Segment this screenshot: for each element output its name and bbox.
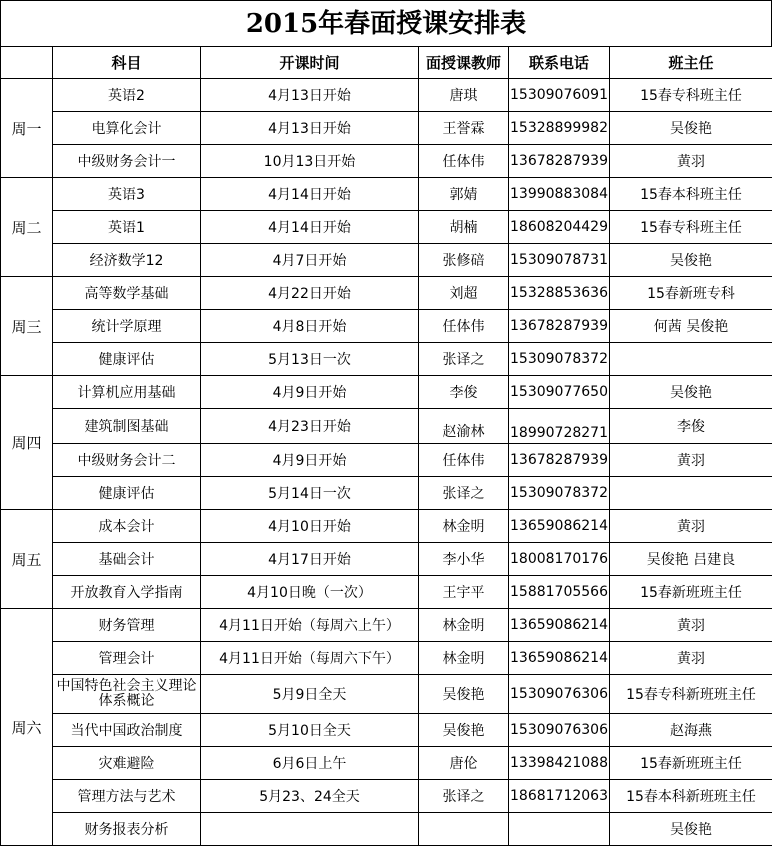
- start-cell: 10月13日开始: [201, 145, 419, 178]
- start-cell: 4月17日开始: [201, 543, 419, 576]
- teacher-cell: 李俊: [419, 376, 509, 409]
- phone-cell: 13659086214: [509, 609, 610, 642]
- start-cell: 5月14日一次: [201, 477, 419, 510]
- start-cell: 6月6日上午: [201, 747, 419, 780]
- day-cell: 周三: [1, 277, 53, 376]
- start-cell: 4月23日开始: [201, 409, 419, 444]
- head-teacher-cell: [610, 343, 772, 376]
- table-row: [1, 376, 772, 409]
- start-cell: 4月9日开始: [201, 376, 419, 409]
- teacher-cell: 张修碚: [419, 244, 509, 277]
- teacher-cell: 林金明: [419, 642, 509, 675]
- head-teacher-cell: 黄羽: [610, 145, 772, 178]
- head-teacher-cell: 15春新班专科: [610, 277, 772, 310]
- table-row: [1, 178, 772, 211]
- header-start-time: 开课时间: [201, 47, 419, 79]
- start-cell: 5月9日全天: [201, 675, 419, 714]
- phone-cell: 13659086214: [509, 642, 610, 675]
- phone-cell: 13659086214: [509, 510, 610, 543]
- teacher-cell: 胡楠: [419, 211, 509, 244]
- start-cell: 4月13日开始: [201, 79, 419, 112]
- schedule-table: [0, 46, 772, 846]
- phone-cell: 15309076306: [509, 714, 610, 747]
- start-cell: 4月7日开始: [201, 244, 419, 277]
- table-row: [1, 543, 772, 576]
- phone-cell: 18681712063: [509, 780, 610, 813]
- head-teacher-cell: 15春新班班主任: [610, 747, 772, 780]
- phone-cell: 15309076306: [509, 675, 610, 714]
- phone-cell: 18008170176: [509, 543, 610, 576]
- phone-cell: 15309077650: [509, 376, 610, 409]
- phone-cell: 15309076091: [509, 79, 610, 112]
- subject-cell: 管理方法与艺术: [53, 780, 201, 813]
- start-cell: 4月13日开始: [201, 112, 419, 145]
- subject-cell: 中国特色社会主义理论体系概论: [53, 675, 201, 714]
- table-row: [1, 409, 772, 444]
- subject-cell: 英语1: [53, 211, 201, 244]
- teacher-cell: 任体伟: [419, 444, 509, 477]
- phone-cell: 15881705566: [509, 576, 610, 609]
- teacher-cell: 赵渝林: [419, 409, 509, 444]
- phone-cell: 18990728271: [509, 409, 610, 444]
- subject-cell: 成本会计: [53, 510, 201, 543]
- start-cell: 4月22日开始: [201, 277, 419, 310]
- teacher-cell: 李小华: [419, 543, 509, 576]
- teacher-cell: 唐琪: [419, 79, 509, 112]
- head-teacher-cell: 吴俊艳: [610, 244, 772, 277]
- phone-cell: [509, 813, 610, 846]
- day-cell: 周五: [1, 510, 53, 609]
- teacher-cell: 任体伟: [419, 310, 509, 343]
- head-teacher-cell: 黄羽: [610, 609, 772, 642]
- table-row: [1, 310, 772, 343]
- page-title: 2015年春面授课安排表: [0, 0, 772, 46]
- teacher-cell: 王誉霖: [419, 112, 509, 145]
- day-cell: 周六: [1, 609, 53, 846]
- day-cell: 周四: [1, 376, 53, 510]
- table-row: [1, 112, 772, 145]
- head-teacher-cell: 15春专科班主任: [610, 211, 772, 244]
- teacher-cell: 刘超: [419, 277, 509, 310]
- table-row: [1, 211, 772, 244]
- subject-cell: 管理会计: [53, 642, 201, 675]
- phone-cell: 15309078372: [509, 343, 610, 376]
- subject-cell: 中级财务会计一: [53, 145, 201, 178]
- start-cell: 4月10日晚（一次）: [201, 576, 419, 609]
- phone-cell: 15328853636: [509, 277, 610, 310]
- teacher-cell: 郭婧: [419, 178, 509, 211]
- start-cell: 4月11日开始（每周六下午）: [201, 642, 419, 675]
- teacher-cell: [419, 813, 509, 846]
- subject-cell: 健康评估: [53, 343, 201, 376]
- phone-cell: 13678287939: [509, 145, 610, 178]
- start-cell: [201, 813, 419, 846]
- table-row: [1, 675, 772, 714]
- head-teacher-cell: 黄羽: [610, 444, 772, 477]
- subject-cell: 高等数学基础: [53, 277, 201, 310]
- table-row: [1, 343, 772, 376]
- table-row: [1, 813, 772, 846]
- teacher-cell: 王宇平: [419, 576, 509, 609]
- start-cell: 4月14日开始: [201, 211, 419, 244]
- subject-cell: 财务报表分析: [53, 813, 201, 846]
- teacher-cell: 张译之: [419, 477, 509, 510]
- phone-cell: 13678287939: [509, 310, 610, 343]
- table-row: [1, 576, 772, 609]
- teacher-cell: 任体伟: [419, 145, 509, 178]
- start-cell: 4月14日开始: [201, 178, 419, 211]
- phone-cell: 15309078731: [509, 244, 610, 277]
- head-teacher-cell: 黄羽: [610, 642, 772, 675]
- start-cell: 5月10日全天: [201, 714, 419, 747]
- head-teacher-cell: 吴俊艳: [610, 813, 772, 846]
- start-cell: 4月8日开始: [201, 310, 419, 343]
- head-teacher-cell: 吴俊艳: [610, 376, 772, 409]
- subject-cell: 健康评估: [53, 477, 201, 510]
- header-day: [1, 47, 53, 79]
- table-row: [1, 747, 772, 780]
- header-phone: 联系电话: [509, 47, 610, 79]
- header-subject: 科目: [53, 47, 201, 79]
- subject-cell: 统计学原理: [53, 310, 201, 343]
- phone-cell: 13398421088: [509, 747, 610, 780]
- head-teacher-cell: 黄羽: [610, 510, 772, 543]
- header-head-teacher: 班主任: [610, 47, 772, 79]
- table-row: [1, 145, 772, 178]
- subject-cell: 经济数学12: [53, 244, 201, 277]
- subject-cell: 英语3: [53, 178, 201, 211]
- phone-cell: 13678287939: [509, 444, 610, 477]
- table-row: [1, 714, 772, 747]
- head-teacher-cell: 吴俊艳 吕建良: [610, 543, 772, 576]
- phone-cell: 13990883084: [509, 178, 610, 211]
- start-cell: 5月13日一次: [201, 343, 419, 376]
- table-row: [1, 642, 772, 675]
- teacher-cell: 张译之: [419, 343, 509, 376]
- subject-cell: 计算机应用基础: [53, 376, 201, 409]
- subject-cell: 灾难避险: [53, 747, 201, 780]
- head-teacher-cell: 何茜 吴俊艳: [610, 310, 772, 343]
- head-teacher-cell: 赵海燕: [610, 714, 772, 747]
- teacher-cell: 吴俊艳: [419, 714, 509, 747]
- header-row: [1, 47, 772, 79]
- head-teacher-cell: 15春专科班主任: [610, 79, 772, 112]
- teacher-cell: 唐伦: [419, 747, 509, 780]
- head-teacher-cell: 15春本科新班班主任: [610, 780, 772, 813]
- teacher-cell: 林金明: [419, 609, 509, 642]
- phone-cell: 15328899982: [509, 112, 610, 145]
- teacher-cell: 林金明: [419, 510, 509, 543]
- day-cell: 周一: [1, 79, 53, 178]
- table-row: [1, 79, 772, 112]
- table-row: [1, 244, 772, 277]
- table-row: [1, 780, 772, 813]
- start-cell: 4月10日开始: [201, 510, 419, 543]
- table-row: [1, 444, 772, 477]
- head-teacher-cell: 李俊: [610, 409, 772, 444]
- header-teacher: 面授课教师: [419, 47, 509, 79]
- start-cell: 4月9日开始: [201, 444, 419, 477]
- subject-cell: 建筑制图基础: [53, 409, 201, 444]
- start-cell: 4月11日开始（每周六上午）: [201, 609, 419, 642]
- subject-cell: 中级财务会计二: [53, 444, 201, 477]
- subject-cell: 电算化会计: [53, 112, 201, 145]
- head-teacher-cell: [610, 477, 772, 510]
- head-teacher-cell: 15春新班班主任: [610, 576, 772, 609]
- subject-cell: 开放教育入学指南: [53, 576, 201, 609]
- teacher-cell: 张译之: [419, 780, 509, 813]
- subject-cell: 当代中国政治制度: [53, 714, 201, 747]
- table-row: [1, 609, 772, 642]
- head-teacher-cell: 吴俊艳: [610, 112, 772, 145]
- subject-cell: 基础会计: [53, 543, 201, 576]
- teacher-cell: 吴俊艳: [419, 675, 509, 714]
- start-cell: 5月23、24全天: [201, 780, 419, 813]
- phone-cell: 15309078372: [509, 477, 610, 510]
- subject-cell: 财务管理: [53, 609, 201, 642]
- table-row: [1, 277, 772, 310]
- day-cell: 周二: [1, 178, 53, 277]
- head-teacher-cell: 15春本科班主任: [610, 178, 772, 211]
- table-row: [1, 510, 772, 543]
- table-row: [1, 477, 772, 510]
- phone-cell: 18608204429: [509, 211, 610, 244]
- subject-cell: 英语2: [53, 79, 201, 112]
- head-teacher-cell: 15春专科新班班主任: [610, 675, 772, 714]
